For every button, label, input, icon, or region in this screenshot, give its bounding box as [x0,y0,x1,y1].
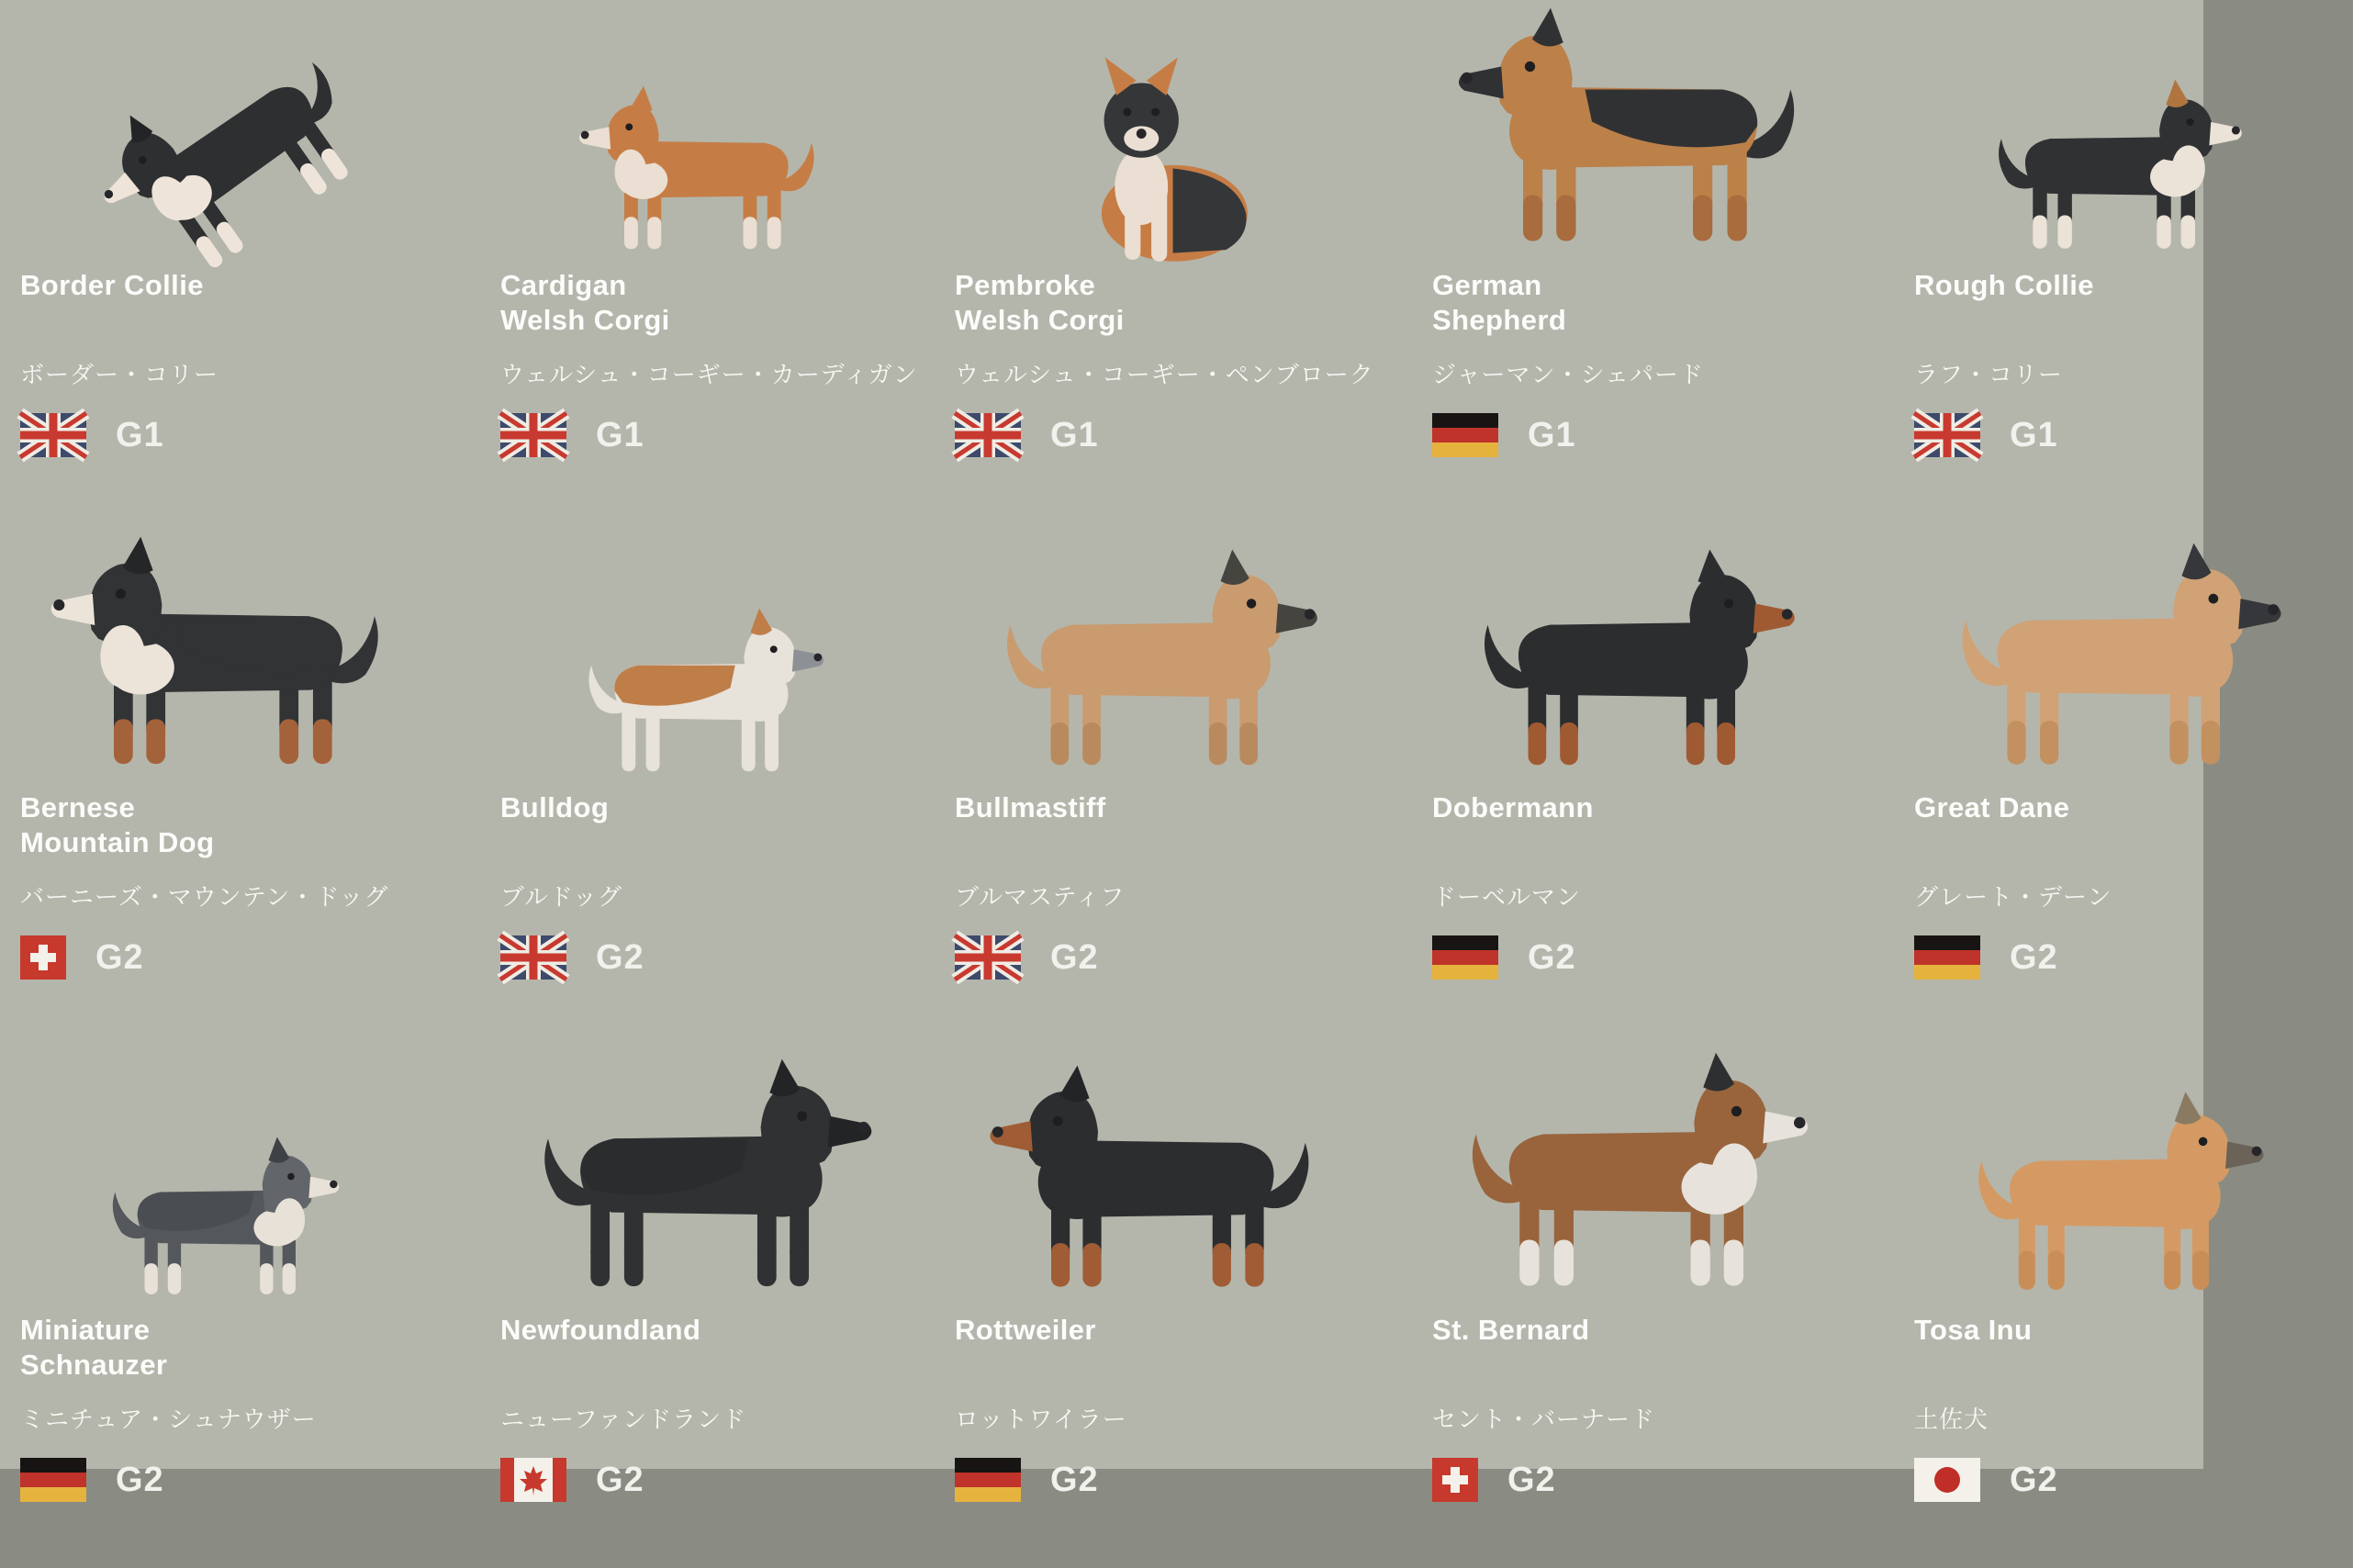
group-label: G2 [2010,937,2058,977]
breed-card-bulldog [480,522,939,1046]
breed-origin-group [955,413,1099,457]
breed-name-japanese: ジャーマン・シェパード [1432,361,1704,388]
breed-name-japanese: ブルドッグ [500,883,622,911]
cardigan-welsh-corgi-dog-illustration [486,0,917,268]
group-label: G1 [116,415,164,454]
group-label: G2 [1528,937,1576,977]
breed-origin-group [1914,413,2058,457]
flag-ca-icon [500,1458,566,1502]
group-label: G2 [1507,1460,1556,1499]
breed-card-german-shepherd [1412,0,1871,523]
flag-de-icon [1432,413,1498,457]
breed-name-japanese: ラフ・コリー [1914,361,2064,388]
breed-card-st-bernard [1412,1045,1871,1568]
group-label: G2 [95,937,144,977]
great-dane-dog-illustration [1899,522,2331,790]
miniature-schnauzer-dog-illustration [6,1045,437,1313]
rough-collie-dog-illustration [1899,0,2331,268]
breed-card-rough-collie [1894,0,2353,523]
breed-origin-group [1432,935,1576,980]
flag-ch-icon [1432,1458,1478,1502]
group-label: G1 [1050,415,1099,454]
breed-origin-group [20,413,164,457]
breed-origin-group [500,413,644,457]
breed-name: Border Collie [20,269,204,301]
breed-name: Bulldog [500,791,610,823]
breed-card-cardigan-welsh-corgi [480,0,939,523]
bullmastiff-dog-illustration [940,522,1372,790]
breed-name-japanese: ドーベルマン [1432,883,1582,911]
breed-card-bernese-mountain-dog [0,522,459,1046]
breed-origin-group [500,1458,644,1502]
breed-name-japanese: セント・バーナード [1432,1406,1656,1433]
group-label: G1 [596,415,644,454]
flag-uk-icon [955,935,1021,980]
breed-name-japanese: 土佐犬 [1914,1406,1989,1433]
border-collie-dog-illustration [6,0,437,268]
flag-ch-icon [20,935,66,980]
group-label: G1 [2010,415,2058,454]
breed-origin-group [20,935,144,980]
breed-name-japanese: ウェルシュ・コーギー・ペンブローク [955,361,1374,388]
breed-name-japanese: ロットワイラー [955,1406,1127,1433]
breed-origin-group [500,935,644,980]
breed-card-tosa-inu [1894,1045,2353,1568]
breed-name: St. Bernard [1432,1314,1590,1346]
breed-origin-group [1914,1458,2058,1502]
flag-de-icon [1914,935,1980,980]
breed-origin-group [1432,1458,1556,1502]
breed-card-miniature-schnauzer [0,1045,459,1568]
st-bernard-dog-illustration [1417,1045,1849,1313]
breed-card-pembroke-welsh-corgi [935,0,1394,523]
breed-origin-group [955,1458,1099,1502]
breed-name: Newfoundland [500,1314,701,1346]
flag-uk-icon [500,935,566,980]
group-label: G2 [596,1460,644,1499]
breed-origin-group [1914,935,2058,980]
breed-name-japanese: グレート・デーン [1914,883,2112,911]
breed-name: Dobermann [1432,791,1594,823]
breed-name: Tosa Inu [1914,1314,2033,1346]
newfoundland-dog-illustration [486,1045,917,1313]
flag-uk-icon [1914,413,1980,457]
breed-card-newfoundland [480,1045,939,1568]
bernese-mountain-dog-dog-illustration [6,522,437,790]
breed-name: Great Dane [1914,791,2070,823]
group-label: G2 [596,937,644,977]
breed-name: Pembroke Welsh Corgi [955,269,1125,336]
rottweiler-dog-illustration [940,1045,1372,1313]
group-label: G2 [116,1460,164,1499]
breed-name: Bernese Mountain Dog [20,791,215,858]
group-label: G2 [1050,937,1099,977]
breed-name: Rough Collie [1914,269,2094,301]
german-shepherd-dog-illustration [1417,0,1849,268]
breed-name-japanese: ウェルシュ・コーギー・カーディガン [500,361,918,388]
breed-name-japanese: バーニーズ・マウンテン・ドッグ [20,883,389,911]
dobermann-dog-illustration [1417,522,1849,790]
breed-name: Bullmastiff [955,791,1106,823]
flag-de-icon [955,1458,1021,1502]
breed-name: German Shepherd [1432,269,1567,336]
breed-name: Miniature Schnauzer [20,1314,168,1381]
flag-jp-icon [1914,1458,1980,1502]
flag-uk-icon [20,413,86,457]
tosa-inu-dog-illustration [1899,1045,2331,1313]
breed-card-border-collie [0,0,459,523]
flag-de-icon [20,1458,86,1502]
breed-name-japanese: ミニチュア・シュナウザー [20,1406,317,1433]
breed-name-japanese: ニューファンドランド [500,1406,747,1433]
breed-card-dobermann [1412,522,1871,1046]
breed-name: Rottweiler [955,1314,1096,1346]
breed-origin-group [1432,413,1576,457]
flag-uk-icon [955,413,1021,457]
breed-origin-group [955,935,1099,980]
flag-de-icon [1432,935,1498,980]
pembroke-welsh-corgi-dog-illustration [940,0,1372,268]
breed-name: Cardigan Welsh Corgi [500,269,670,336]
bulldog-dog-illustration [486,522,917,790]
breed-name-japanese: ブルマスティフ [955,883,1126,911]
breed-card-rottweiler [935,1045,1394,1568]
breed-card-great-dane [1894,522,2353,1046]
breed-origin-group [20,1458,164,1502]
group-label: G2 [2010,1460,2058,1499]
flag-uk-icon [500,413,566,457]
group-label: G1 [1528,415,1576,454]
group-label: G2 [1050,1460,1099,1499]
breed-card-bullmastiff [935,522,1394,1046]
breed-name-japanese: ボーダー・コリー [20,361,219,388]
